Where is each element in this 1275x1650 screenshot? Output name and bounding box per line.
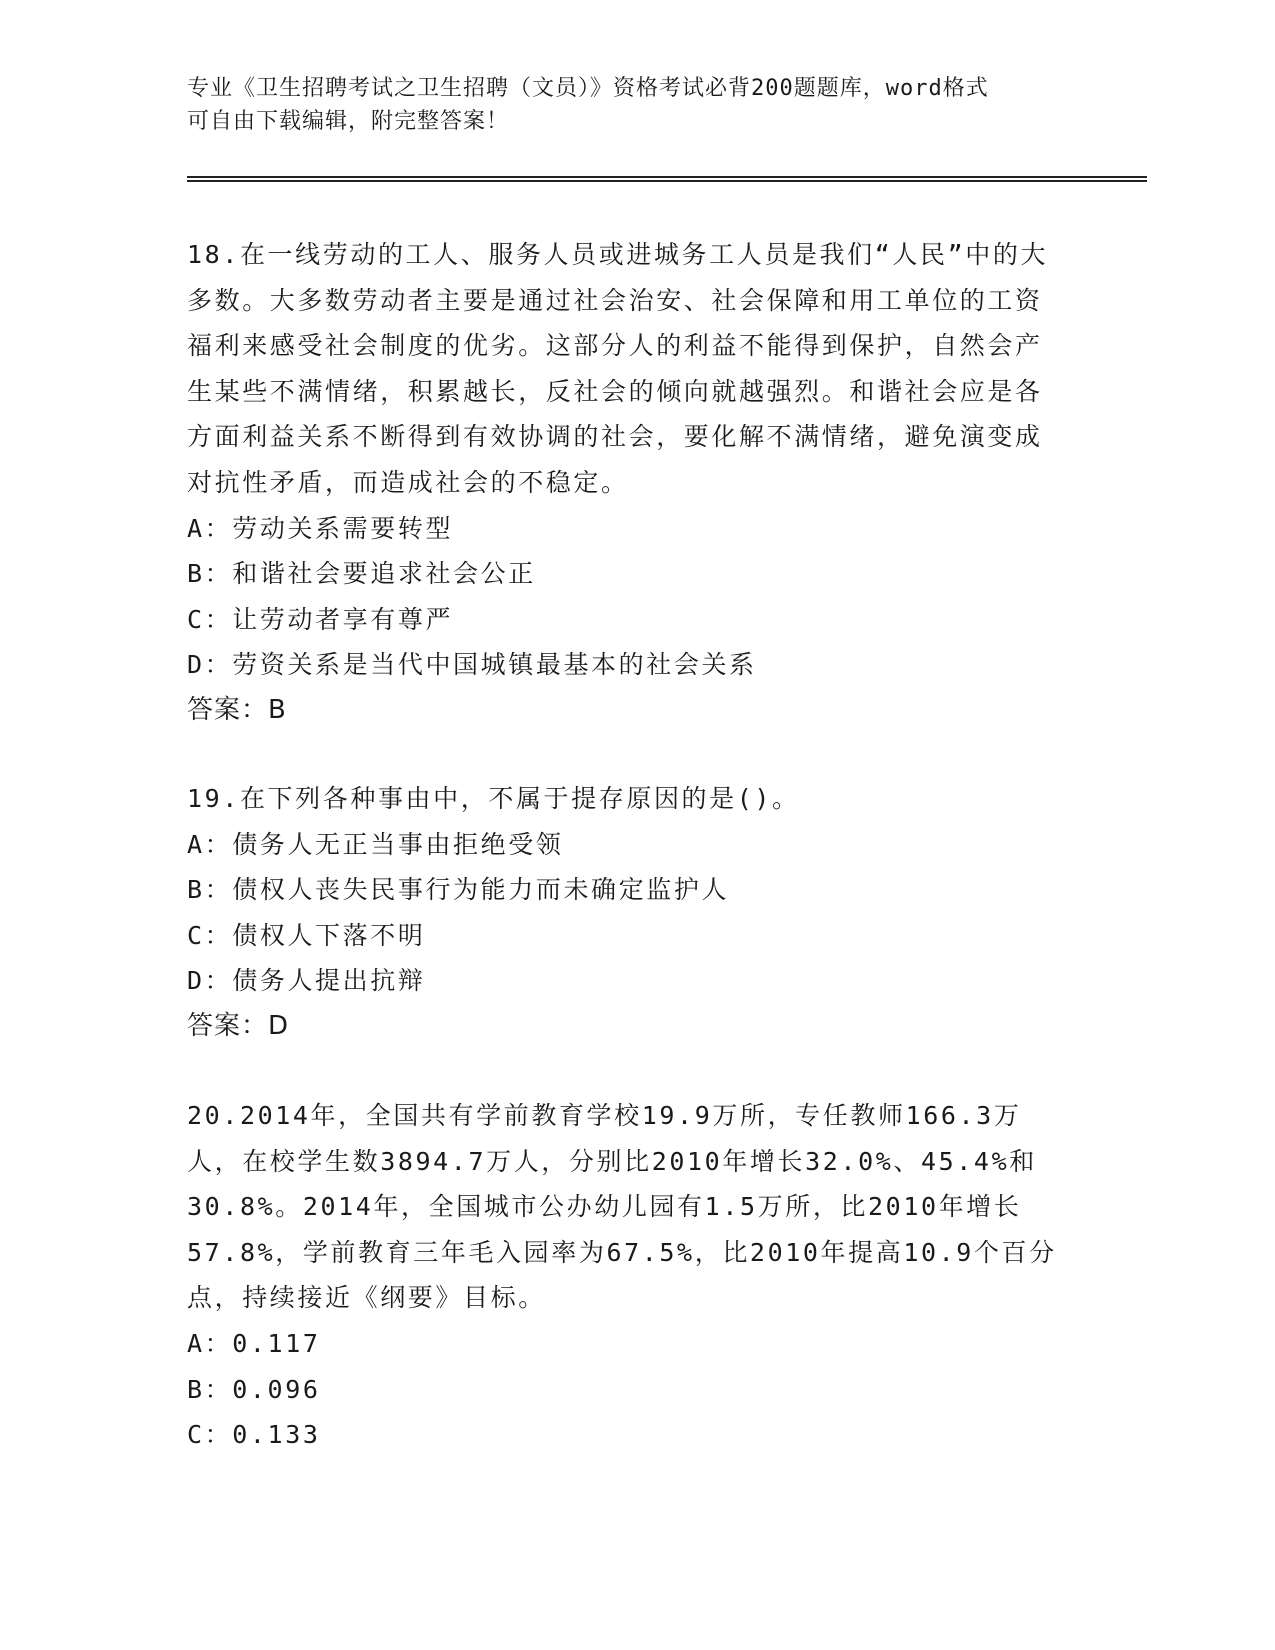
question-text: 19.在下列各种事由中，不属于提存原因的是()。 — [187, 784, 800, 813]
option-a: A：债务人无正当事由拒绝受领 — [187, 829, 564, 859]
header-divider — [187, 176, 1147, 182]
question-19 — [187, 776, 1067, 1050]
option-a: A：0.117 — [187, 1328, 321, 1358]
header-line-1: 专业《卫生招聘考试之卫生招聘（文员）》资格考试必背200题题库，word格式 — [187, 76, 989, 101]
option-b: B：债权人丧失民事行为能力而未确定监护人 — [187, 875, 730, 905]
question-20 — [187, 1093, 1067, 1458]
option-c: C：让劳动者享有尊严 — [187, 604, 454, 634]
option-a: A：劳动关系需要转型 — [187, 513, 454, 543]
answer: 答案：D — [187, 1010, 290, 1041]
question-18 — [187, 232, 1067, 734]
option-c: C：0.133 — [187, 1420, 321, 1450]
question-text: 20.2014年，全国共有学前教育学校19.9万所，专任教师166.3万人，在校学生数3894.7万人，分别比2010年增长32.0%、45.4%和30.8%。2014年，全国城市公办幼儿园有1.5万所，比2010年增长57.8%，学前教育三年毛入园率为67.5%，比2010年提高10.9个百分点，持续接近《纲要》目标。 — [187, 1101, 1057, 1313]
option-d: D：债务人提出抗辩 — [187, 966, 426, 996]
option-b: B：和谐社会要追求社会公正 — [187, 559, 536, 589]
answer: 答案：B — [187, 694, 287, 725]
option-b: B：0.096 — [187, 1374, 321, 1404]
option-d: D：劳资关系是当代中国城镇最基本的社会关系 — [187, 650, 757, 680]
document-header — [187, 72, 1067, 138]
option-c: C：债权人下落不明 — [187, 920, 426, 950]
header-line-2: 可自由下载编辑，附完整答案！ — [187, 109, 510, 134]
question-text: 18.在一线劳动的工人、服务人员或进城务工人员是我们“人民”中的大多数。大多数劳动者主要是通过社会治安、社会保障和用工单位的工资福利来感受社会制度的优劣。这部分人的利益不能得到保护，自然会产生某些不满情绪，积累越长，反社会的倾向就越强烈。和谐社会应是各方面利益关系不断得到有效协调的社会，要化解不满情绪，避免演变成对抗性矛盾，而造成社会的不稳定。 — [187, 240, 1049, 497]
